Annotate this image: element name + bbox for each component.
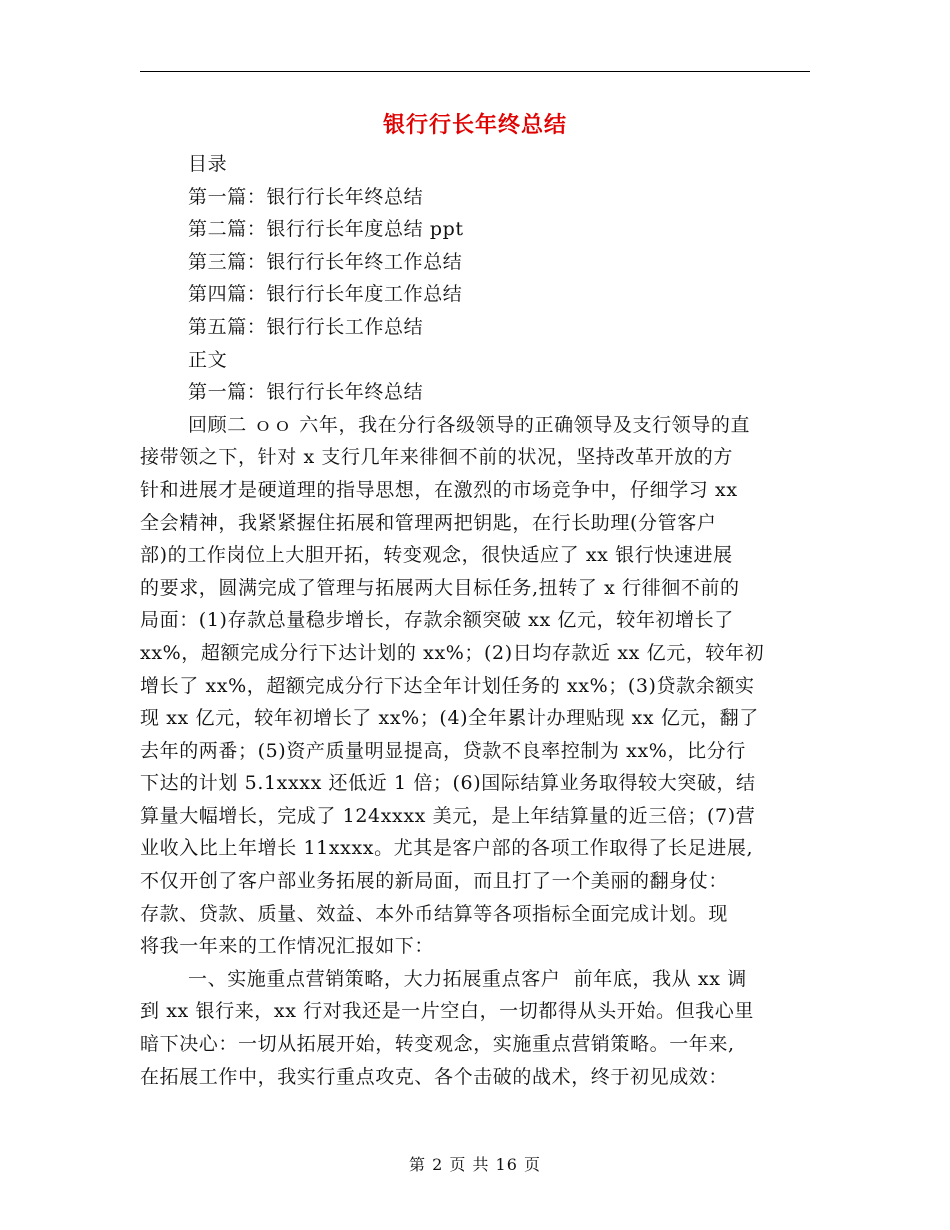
text-line: 去年的两番；(5)资产质量明显提高，贷款不良率控制为 xx%，比分行 — [140, 739, 746, 762]
text-line: xx%，超额完成分行下达计划的 xx%；(2)日均存款近 xx 亿元，较年初 — [140, 641, 765, 664]
text-line: 目录 — [188, 153, 228, 175]
document-body — [140, 148, 810, 1093]
text-line: 在拓展工作中，我实行重点攻克、各个击破的战术，终于初见成效： — [140, 1065, 729, 1088]
text-line: 针和进展才是硬道理的指导思想，在激烈的市场竞争中，仔细学习 xx — [140, 478, 738, 501]
text-line: 第一篇：银行行长年终总结 — [188, 185, 424, 208]
text-line: 第五篇：银行行长工作总结 — [188, 315, 424, 338]
text-line: 算量大幅增长，完成了 124xxxx 美元，是上年结算量的近三倍；(7)营 — [140, 804, 756, 827]
page-number: 第 2 页 共 16 页 — [409, 1155, 541, 1174]
text-line: 正文 — [188, 348, 228, 371]
text-line: 部)的工作岗位上大胆开拓，转变观念，很快适应了 xx 银行快速进展 — [140, 544, 733, 567]
text-line: 增长了 xx%，超额完成分行下达全年计划任务的 xx%；(3)贷款余额实 — [140, 674, 755, 697]
text-line: 第四篇：银行行长年度工作总结 — [188, 283, 463, 306]
text-line: 暗下决心：一切从拓展开始，转变观念，实施重点营销策略。一年来, — [140, 1033, 735, 1056]
text-line: 接带领之下，针对 x 支行几年来徘徊不前的状况，坚持改革开放的方 — [140, 446, 733, 469]
text-line: 下达的计划 5.1xxxx 还低近 1 倍；(6)国际结算业务取得较大突破，结 — [140, 772, 756, 795]
document-title: 银行行长年终总结 — [382, 112, 567, 138]
text-line: 第二篇：银行行长年度总结 ppt — [188, 218, 464, 241]
text-line: 一、实施重点营销策略，大力拓展重点客户 前年底，我从 xx 调 — [188, 967, 747, 990]
text-line: 第一篇：银行行长年终总结 — [188, 381, 424, 404]
text-line: 存款、贷款、质量、效益、本外币结算等各项指标全面完成计划。现 — [140, 902, 729, 925]
text-line: 的要求，圆满完成了管理与拓展两大目标任务,扭转了 x 行徘徊不前的 — [140, 576, 740, 599]
text-line: 局面：(1)存款总量稳步增长，存款余额突破 xx 亿元，较年初增长了 — [140, 609, 734, 632]
text-line: 现 xx 亿元，较年初增长了 xx%；(4)全年累计办理贴现 xx 亿元，翻了 — [140, 707, 759, 730]
text-line: 全会精神，我紧紧握住拓展和管理两把钥匙，在行长助理(分管客户 — [140, 511, 717, 534]
text-line: 到 xx 银行来，xx 行对我还是一片空白，一切都得从头开始。但我心里 — [140, 1000, 754, 1023]
text-line: 业收入比上年增长 11xxxx。尤其是客户部的各项工作取得了长足进展, — [140, 837, 754, 860]
text-line: 回顾二 ｏｏ 六年，我在分行各级领导的正确领导及支行领导的直 — [188, 413, 751, 436]
header-rule — [140, 71, 810, 72]
text-line: 将我一年来的工作情况汇报如下： — [140, 935, 435, 958]
text-line: 第三篇：银行行长年终工作总结 — [188, 250, 463, 273]
text-line: 不仅开创了客户部业务拓展的新局面，而且打了一个美丽的翻身仗： — [140, 870, 729, 893]
